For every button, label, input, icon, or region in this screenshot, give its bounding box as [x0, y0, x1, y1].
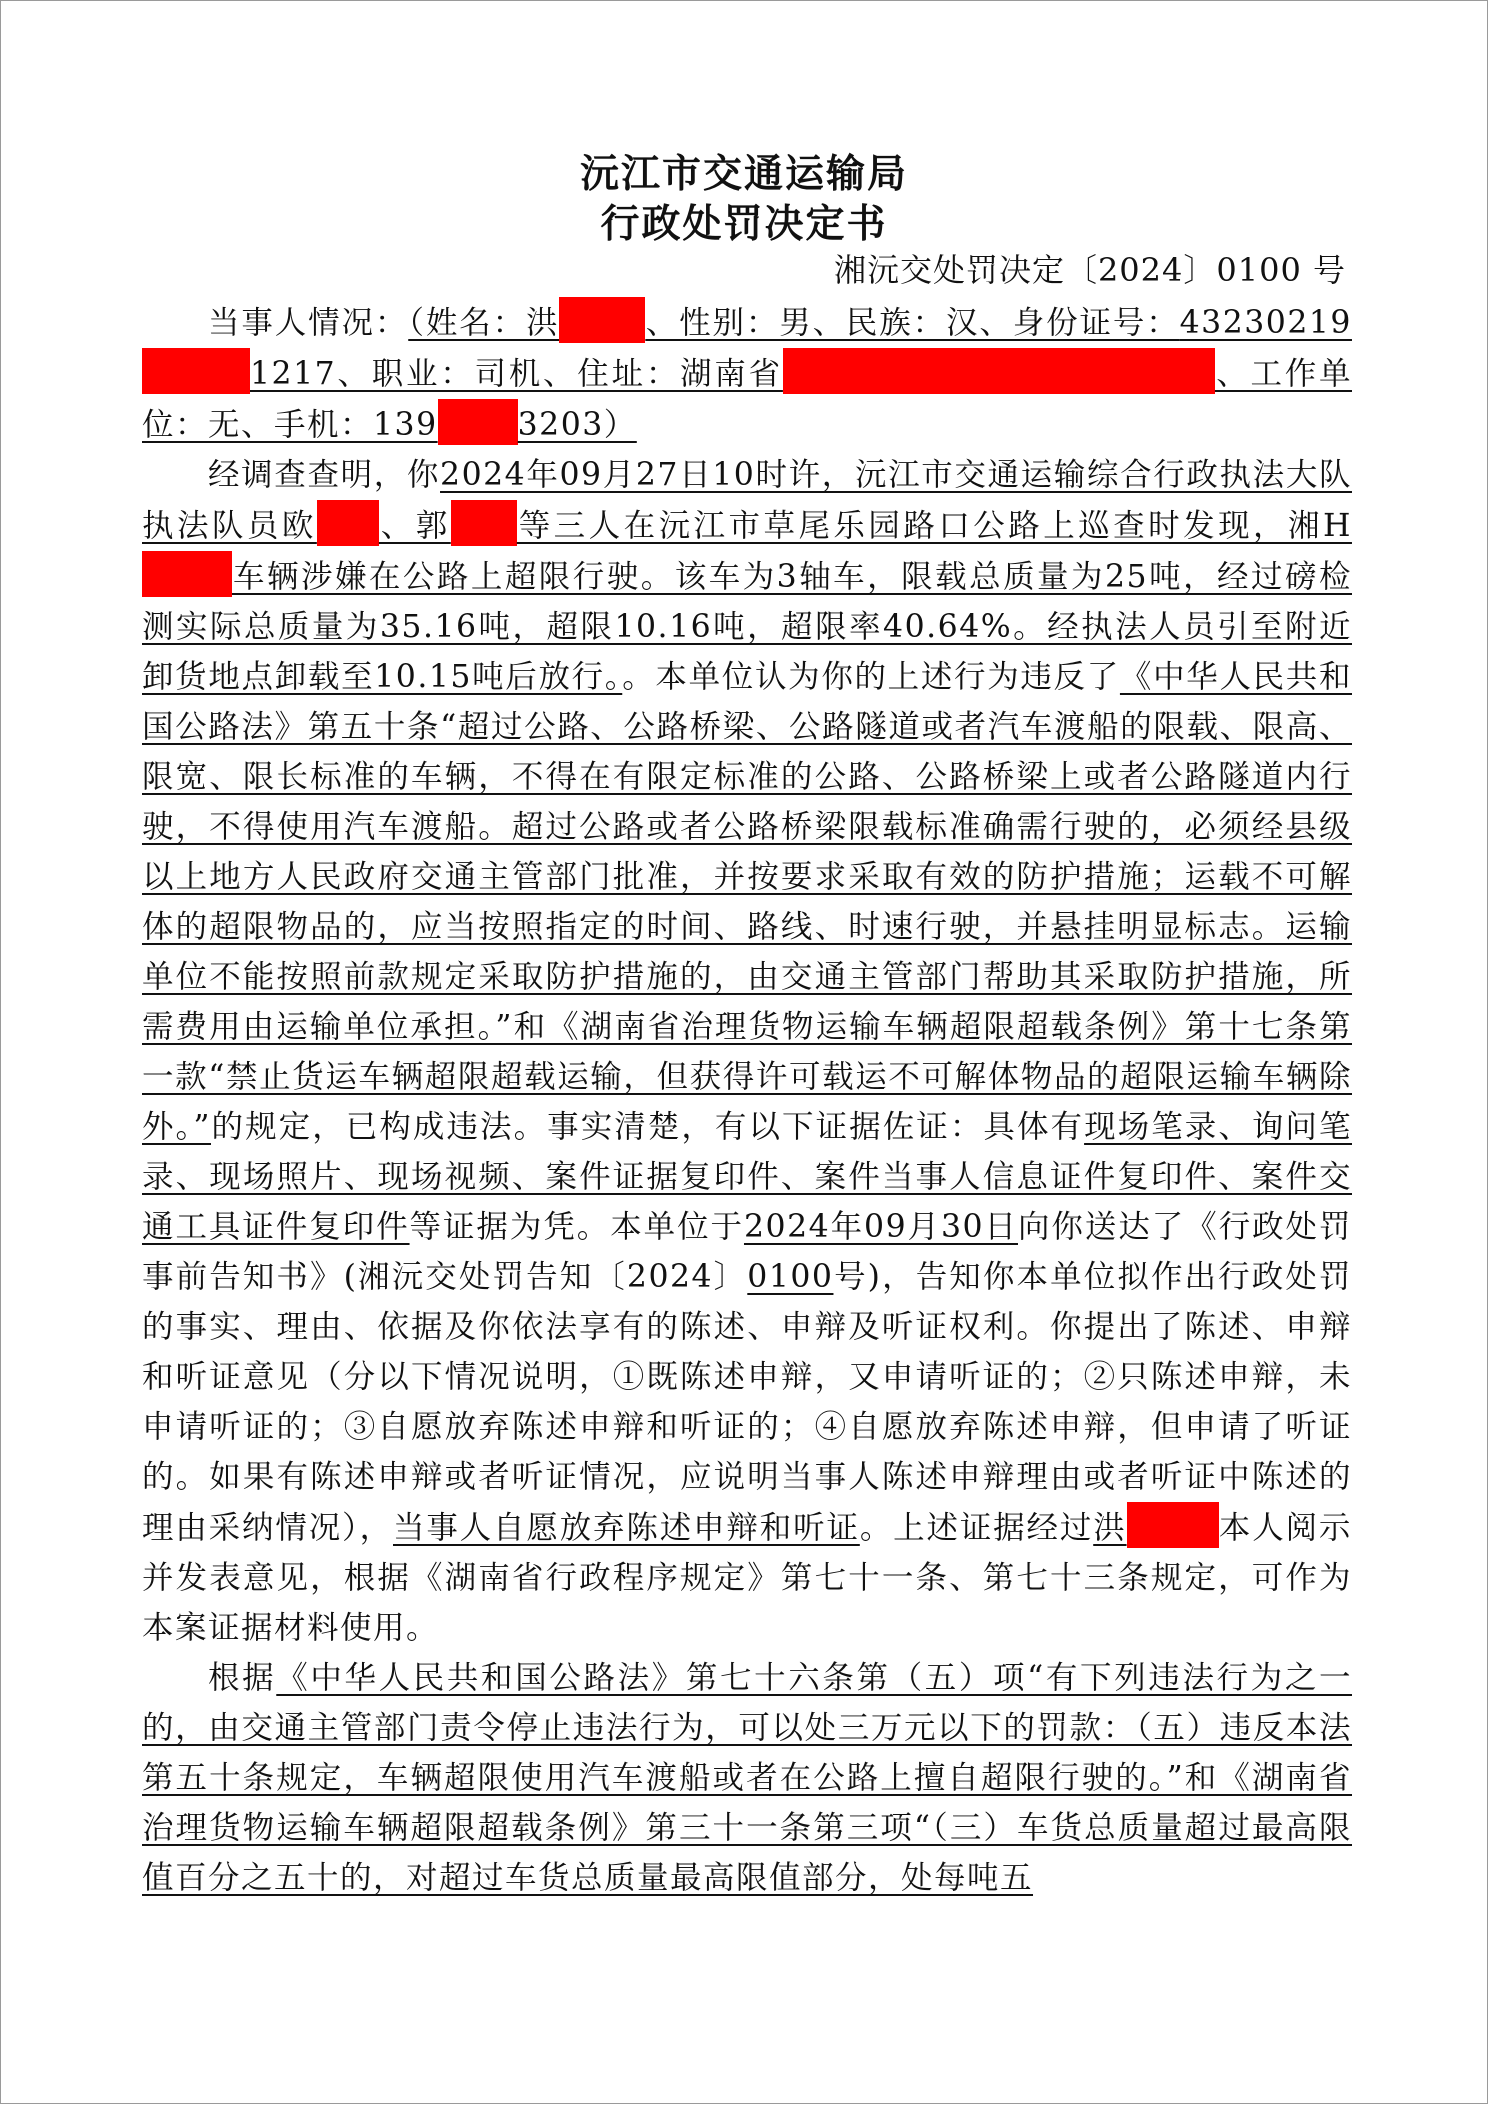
notice-number: 0100: [747, 1259, 834, 1295]
redaction: [317, 500, 379, 546]
party-name: 洪: [1093, 1510, 1218, 1546]
redaction: [142, 551, 232, 597]
document-number: 湘沅交处罚决定〔2024〕0100 号: [833, 251, 1346, 289]
notice-date: 2024年09月30日: [743, 1209, 1018, 1245]
violated-provisions: 《中华人民共和国公路法》第五十条“超过公路、公路桥梁、公路隧道或者汽车渡船的限载、限高、限宽、限长标准的车辆，不得在有限定标准的公路、公路桥梁上或者公路隧道内行驶，不得使用汽车渡船。超过公路或者公路桥梁限载标准确需行驶的，必须经县级以上地方人民政府交通主管部门批准，并按要求采取有效的防护措施；运载不可解体的超限物品的，应当按照指定的时间、路线、时速行驶，并悬挂明显标志。运输单位不能按照前款规定采取防护措施的，由交通主管部门帮助其采取防护措施，所需费用由运输单位承担。”和《湖南省治理货物运输车辆超限超载条例》第十七条第一款“禁止货运车辆超限超载运输，但获得许可载运不可解体物品的超限运输车辆除外。”: [142, 659, 1352, 1145]
document-body: [142, 297, 1352, 1903]
case-facts: 2024年09月27日10时许，沅江市交通运输综合行政执法大队执法队员欧 、郭 等三人在沅江市草尾乐园路口公路上巡查时发现，湘H车辆涉嫌在公路上超限行驶。该车为3轴车，限载总质量为25吨，经过磅检测实际总质量为35.16吨，超限10.16吨，超限率40.64%。经执法人员引至附近卸货地点卸载至10.15吨后放行。: [142, 457, 1352, 695]
redaction: [1127, 1502, 1219, 1548]
penalty-provisions: 《中华人民共和国公路法》第七十六条第（五）项“有下列违法行为之一的，由交通主管部门责令停止违法行为，可以处三万元以下的罚款：（五）违反本法第五十条规定，车辆超限使用汽车渡船或者在公路上擅自超限行驶的。”和《湖南省治理货物运输车辆超限超载条例》第三十一条第三项“（三）车货总质量超过最高限值百分之五十的，对超过车货总质量最高限值部分，处每吨五: [142, 1660, 1352, 1896]
redaction: [142, 348, 250, 394]
party-label: 当事人情况：: [208, 305, 409, 341]
redaction: [451, 500, 517, 546]
redaction: [559, 297, 645, 343]
penalty-basis-paragraph: 根据《中华人民共和国公路法》第七十六条第（五）项“有下列违法行为之一的，由交通主管部门责令停止违法行为，可以处三万元以下的罚款：（五）违反本法第五十条规定，车辆超限使用汽车渡船或者在公路上擅自超限行驶的。”和《湖南省治理货物运输车辆超限超载条例》第三十一条第三项“（三）车货总质量超过最高限值百分之五十的，对超过车货总质量最高限值部分，处每吨五: [142, 1660, 1352, 1896]
agency-title: 沅江市交通运输局: [579, 151, 908, 197]
redaction: [783, 348, 1215, 394]
redaction: [438, 399, 518, 445]
findings-paragraph: 经调查查明，你2024年09月27日10时许，沅江市交通运输综合行政执法大队执法队员欧 、郭 等三人在沅江市草尾乐园路口公路上巡查时发现，湘H车辆涉嫌在公路上超限行驶。该车为3轴车，限载总质量为25吨，经过磅检测实际总质量为35.16吨，超限10.16吨，超限率40.64%。经执法人员引至附近卸货地点卸载至10.15吨后放行。。本单位认为你的上述行为违反了《中华人民共和国公路法》第五十条“超过公路、公路桥梁、公路隧道或者汽车渡船的限载、限高、限宽、限长标准的车辆，不得在有限定标准的公路、公路桥梁上或者公路隧道内行驶，不得使用汽车渡船。超过公路或者公路桥梁限载标准确需行驶的，必须经县级以上地方人民政府交通主管部门批准，并按要求采取有效的防护措施；运载不可解体的超限物品的，应当按照指定的时间、路线、时速行驶，并悬挂明显标志。运输单位不能按照前款规定采取防护措施的，由交通主管部门帮助其采取防护措施，所需费用由运输单位承担。”和《湖南省治理货物运输车辆超限超载条例》第十七条第一款“禁止货运车辆超限超载运输，但获得许可载运不可解体物品的超限运输车辆除外。”的规定，已构成违法。事实清楚，有以下证据佐证：具体有现场笔录、询问笔录、现场照片、现场视频、案件证据复印件、案件当事人信息证件复印件、案件交通工具证件复印件等证据为凭。本单位于2024年09月30日向你送达了《行政处罚事前告知书》(湘沅交处罚告知〔2024〕0100号)，告知你本单位拟作出行政处罚的事实、理由、依据及你依法享有的陈述、申辩及听证权利。你提出了陈述、申辩和听证意见（分以下情况说明，①既陈述申辩，又申请听证的；②只陈述申辩，未申请听证的；③自愿放弃陈述申辩和听证的；④自愿放弃陈述申辩，但申请了听证的。如果有陈述申辩或者听证情况，应说明当事人陈述申辩理由或者听证中陈述的理由采纳情况），当事人自愿放弃陈述申辩和听证。上述证据经过洪 本人阅示并发表意见，根据《湖南省行政程序规定》第七十一条、第七十三条规定，可作为本案证据材料使用。: [142, 457, 1352, 1646]
document-title: 行政处罚决定书: [600, 201, 888, 247]
evidence-list: 现场笔录、询问笔录、现场照片、现场视频、案件证据复印件、案件当事人信息证件复印件、案件交通工具证件复印件: [142, 1109, 1352, 1245]
party-details: （姓名：洪 、性别：男、民族：汉、身份证号：432302191217、职业：司机、住址：湖南省 、工作单位：无、手机：139 3203）: [142, 305, 1352, 443]
party-info: [142, 297, 1352, 450]
statement-waiver: 当事人自愿放弃陈述申辩和听证: [393, 1510, 860, 1546]
